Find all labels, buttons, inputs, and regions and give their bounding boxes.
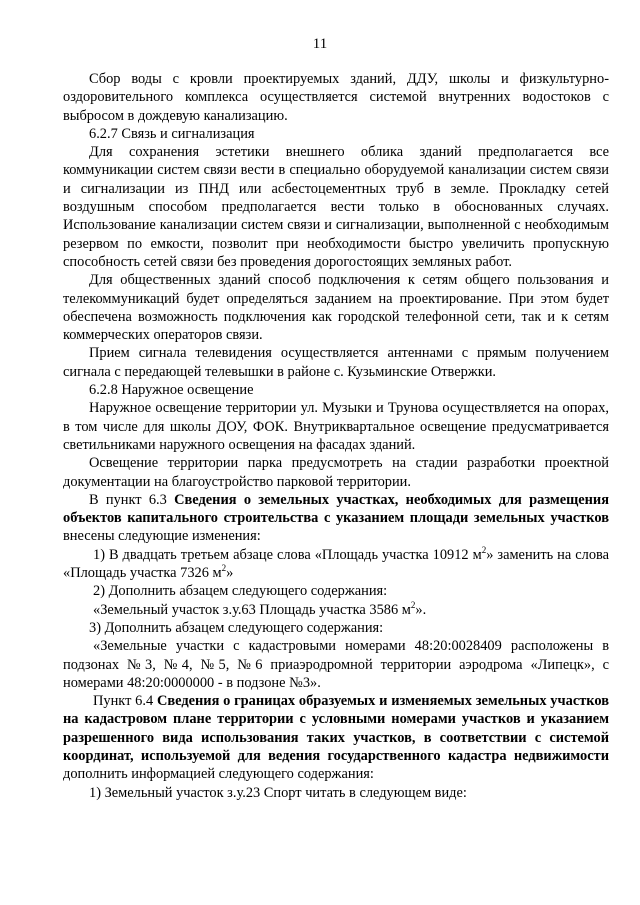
item-6-4-suffix: дополнить информацией следующего содержания: [63, 766, 374, 783]
superscript-2: 2 [221, 563, 227, 574]
change-1-text-a: 1) В двадцать третьем абзаце слова «Площадь участка 10912 м [93, 546, 482, 563]
paragraph-land-plot-63 [63, 601, 609, 619]
item-6-3-prefix: В пункт 6.3 [89, 491, 175, 508]
item-6-3-suffix: внесены следующие изменения: [63, 528, 261, 545]
section-heading-6-2-7: 6.2.7 Связь и сигнализация [89, 125, 255, 142]
paragraph-park-lighting: Освещение территории парка предусмотреть на стадии разработки проектной документации на благоустройство парковой территории. [63, 455, 609, 490]
superscript-2: 2 [481, 544, 487, 555]
land-plot-63-text: «Земельный участок з.у.63 Площадь участка 3586 м [93, 601, 411, 618]
paragraph-change-1 [63, 546, 609, 583]
paragraph-land-plot-23: 1) Земельный участок з.у.23 Спорт читать в следующем виде: [89, 784, 467, 801]
paragraph-roof-drainage: Сбор воды с кровли проектируемых зданий, ДДУ, школы и физкультурно-оздоровительного комплекса осуществляется системой внутренних водостоков с выбросом в дождевую канализацию. [63, 71, 609, 124]
document-body [63, 70, 609, 802]
paragraph-outdoor-lighting: Наружное освещение территории ул. Музыки и Трунова осуществляется на опорах, в том числе для школы ДОУ, ФОК. Внутриквартальное освещение предусматривается светильниками наружного освещения на фасадах зданий. [63, 400, 609, 453]
change-1-text-b: » заменить на слова «Площадь участка 7326 м [63, 546, 610, 582]
item-6-3-title: Сведения о земельных участках, необходимых для размещения объектов капитального строительства с указанием площади земельных участков [63, 491, 609, 527]
paragraph-cadastral-numbers: «Земельные участки с кадастровыми номерами 48:20:0028409 расположены в подзонах №3, №4, №5, №6 приаэродромной территории аэродрома «Липецк», с номерами 48:20:0000000 - в подзоне №3». [63, 638, 609, 691]
paragraph-tv-signal: Прием сигнала телевидения осуществляется антеннами с прямым получением сигнала с передающей телевышки в районе с. Кузьминские Отвержки. [63, 345, 609, 380]
item-6-4-prefix: Пункт 6.4 [93, 693, 157, 710]
paragraph-item-6-3 [63, 491, 609, 546]
paragraph-item-6-4 [63, 692, 609, 783]
paragraph-change-3: 3) Дополнить абзацем следующего содержания: [89, 619, 384, 636]
item-6-4-title: Сведения о границах образуемых и изменяемых земельных участков на кадастровом плане территории с условными номерами участков и указанием разрешенного вида использования таких участков, в соответствии с системой координат, используемой для ведения государственного кадастра недвижимости [63, 693, 609, 764]
land-plot-63-end: ». [415, 601, 427, 618]
page-number: 11 [312, 36, 328, 52]
change-1-text-c: » [226, 565, 234, 582]
superscript-2: 2 [410, 599, 416, 610]
paragraph-public-buildings-connection: Для общественных зданий способ подключения к сетям общего пользования и телекоммуникаций будет определяться заданием на проектирование. При этом будет обеспечена возможность подключения как городской телефонной сети, так и к сетям коммерческих операторов связи. [63, 272, 609, 344]
section-heading-6-2-8: 6.2.8 Наружное освещение [89, 382, 254, 399]
paragraph-change-2: 2) Дополнить абзацем следующего содержания: [93, 583, 388, 600]
paragraph-communications: Для сохранения эстетики внешнего облика зданий предполагается все коммуникации систем связи вести в специально оборудуемой канализации систем связи и сигнализации из ПНД или асбестоцементных труб в земле. Прокладку сетей воздушным способом предполагается вести только в обоснованных случаях. Использование канализации систем связи и сигнализации, выполненной с необходимым резервом по емкости, позволит при необходимости быстро увеличить пропускную способность сетей связи без проведения дорогостоящих земляных работ. [63, 144, 609, 270]
